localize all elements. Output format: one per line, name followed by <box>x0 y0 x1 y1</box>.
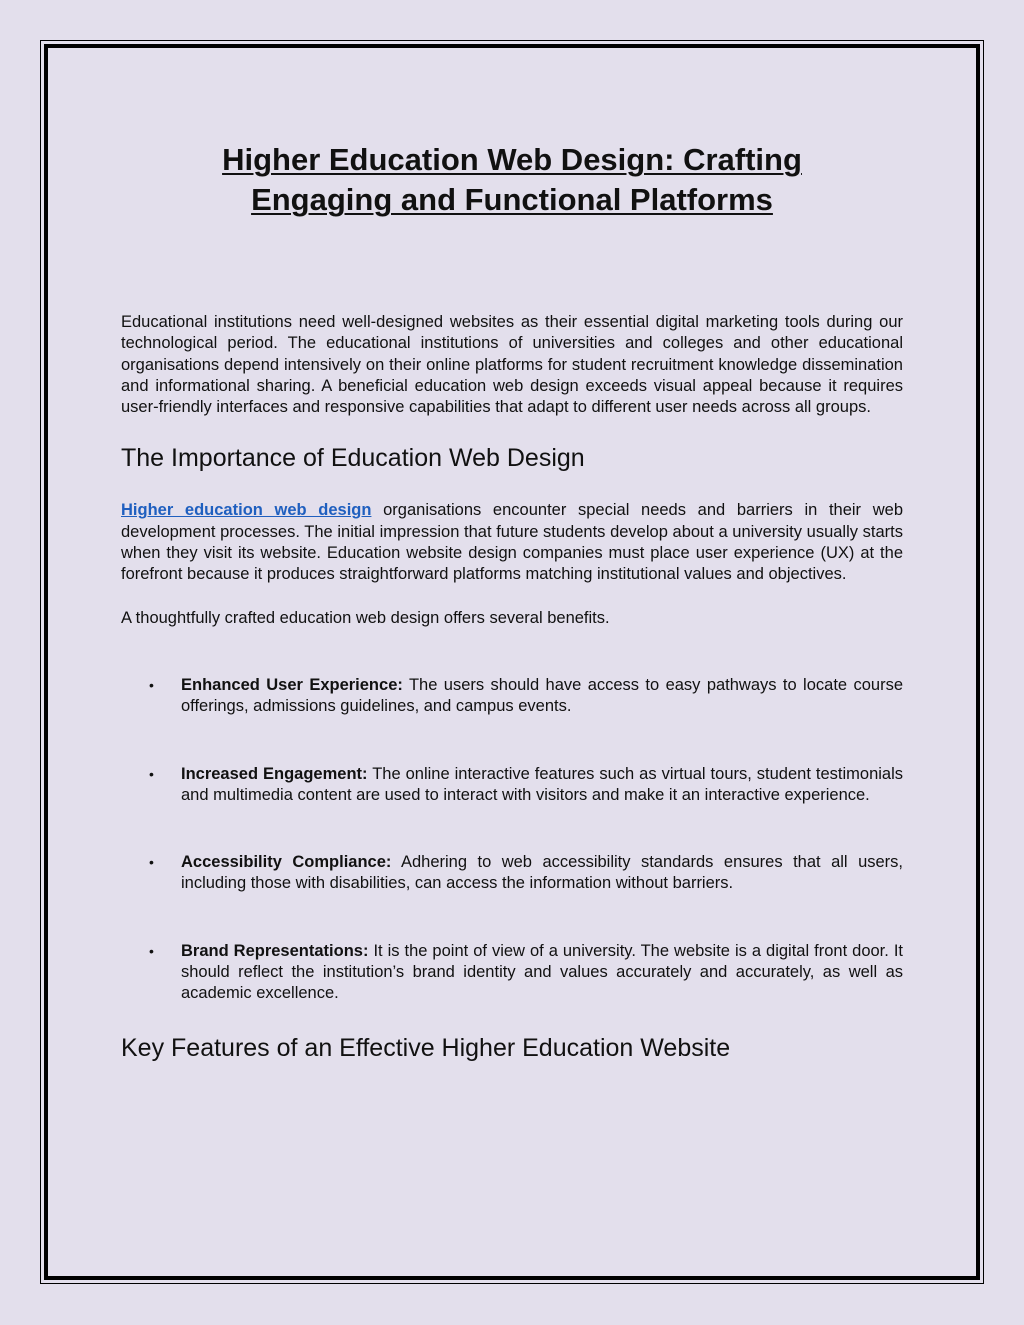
benefit-text: It is the point of view of a university. The website is a digital front door. It should reflect the institution’s brand identity and values accurately and accurately, as well as academic excellence. <box>181 941 903 1003</box>
list-item <box>121 764 903 807</box>
bullet-icon: • <box>149 765 154 782</box>
list-item <box>121 852 903 895</box>
higher-education-web-design-link[interactable]: Higher education web design <box>121 501 372 520</box>
benefit-text: The users should have access to easy pathways to locate course offerings, admissions guidelines, and campus events. <box>181 675 904 716</box>
list-item <box>121 675 903 718</box>
list-item <box>121 941 903 1005</box>
benefit-text: The online interactive features such as virtual tours, student testimonials and multimedia content are used to interact with visitors and make it an interactive experience. <box>181 764 903 804</box>
benefit-text: Adhering to web accessibility standards ensures that all users, including those with disabilities, can access the information without barriers. <box>181 853 903 893</box>
page-title-line-2: Engaging and Functional Platforms <box>251 182 773 217</box>
bullet-icon: • <box>149 942 154 959</box>
benefit-term: Enhanced User Experience: <box>181 675 403 694</box>
benefits-intro: A thoughtfully crafted education web design offers several benefits. <box>121 608 610 627</box>
bullet-icon: • <box>149 676 154 693</box>
importance-paragraph <box>121 500 903 585</box>
benefit-term: Increased Engagement: <box>181 764 368 783</box>
benefits-list <box>121 675 903 1005</box>
section-heading-key-features: Key Features of an Effective Higher Education Website <box>121 1033 731 1062</box>
page-title <box>121 140 903 220</box>
bullet-icon: • <box>149 854 154 871</box>
document-body <box>121 140 903 1063</box>
importance-paragraph-text: organisations encounter special needs and barriers in their web development processes. The initial impression that future students develop about a university usually starts when they visit its website. Education website design companies must place user experience (UX) at the forefront because it produces straightforward platforms matching institutional values and objectives. <box>121 501 903 584</box>
page-title-line-1: Higher Education Web Design: Crafting <box>222 142 802 177</box>
benefit-term: Accessibility Compliance: <box>181 853 392 872</box>
intro-paragraph: Educational institutions need well-designed websites as their essential digital marketing tools during our technological period. The educational institutions of universities and colleges and other educational organisations depend intensively on their online platforms for student recruitment knowledge dissemination and informational sharing. A beneficial education web design exceeds visual appeal because it requires user-friendly interfaces and responsive capabilities that adapt to different user needs across all groups. <box>121 313 903 417</box>
benefit-term: Brand Representations: <box>181 941 369 960</box>
section-heading-importance: The Importance of Education Web Design <box>121 444 585 473</box>
